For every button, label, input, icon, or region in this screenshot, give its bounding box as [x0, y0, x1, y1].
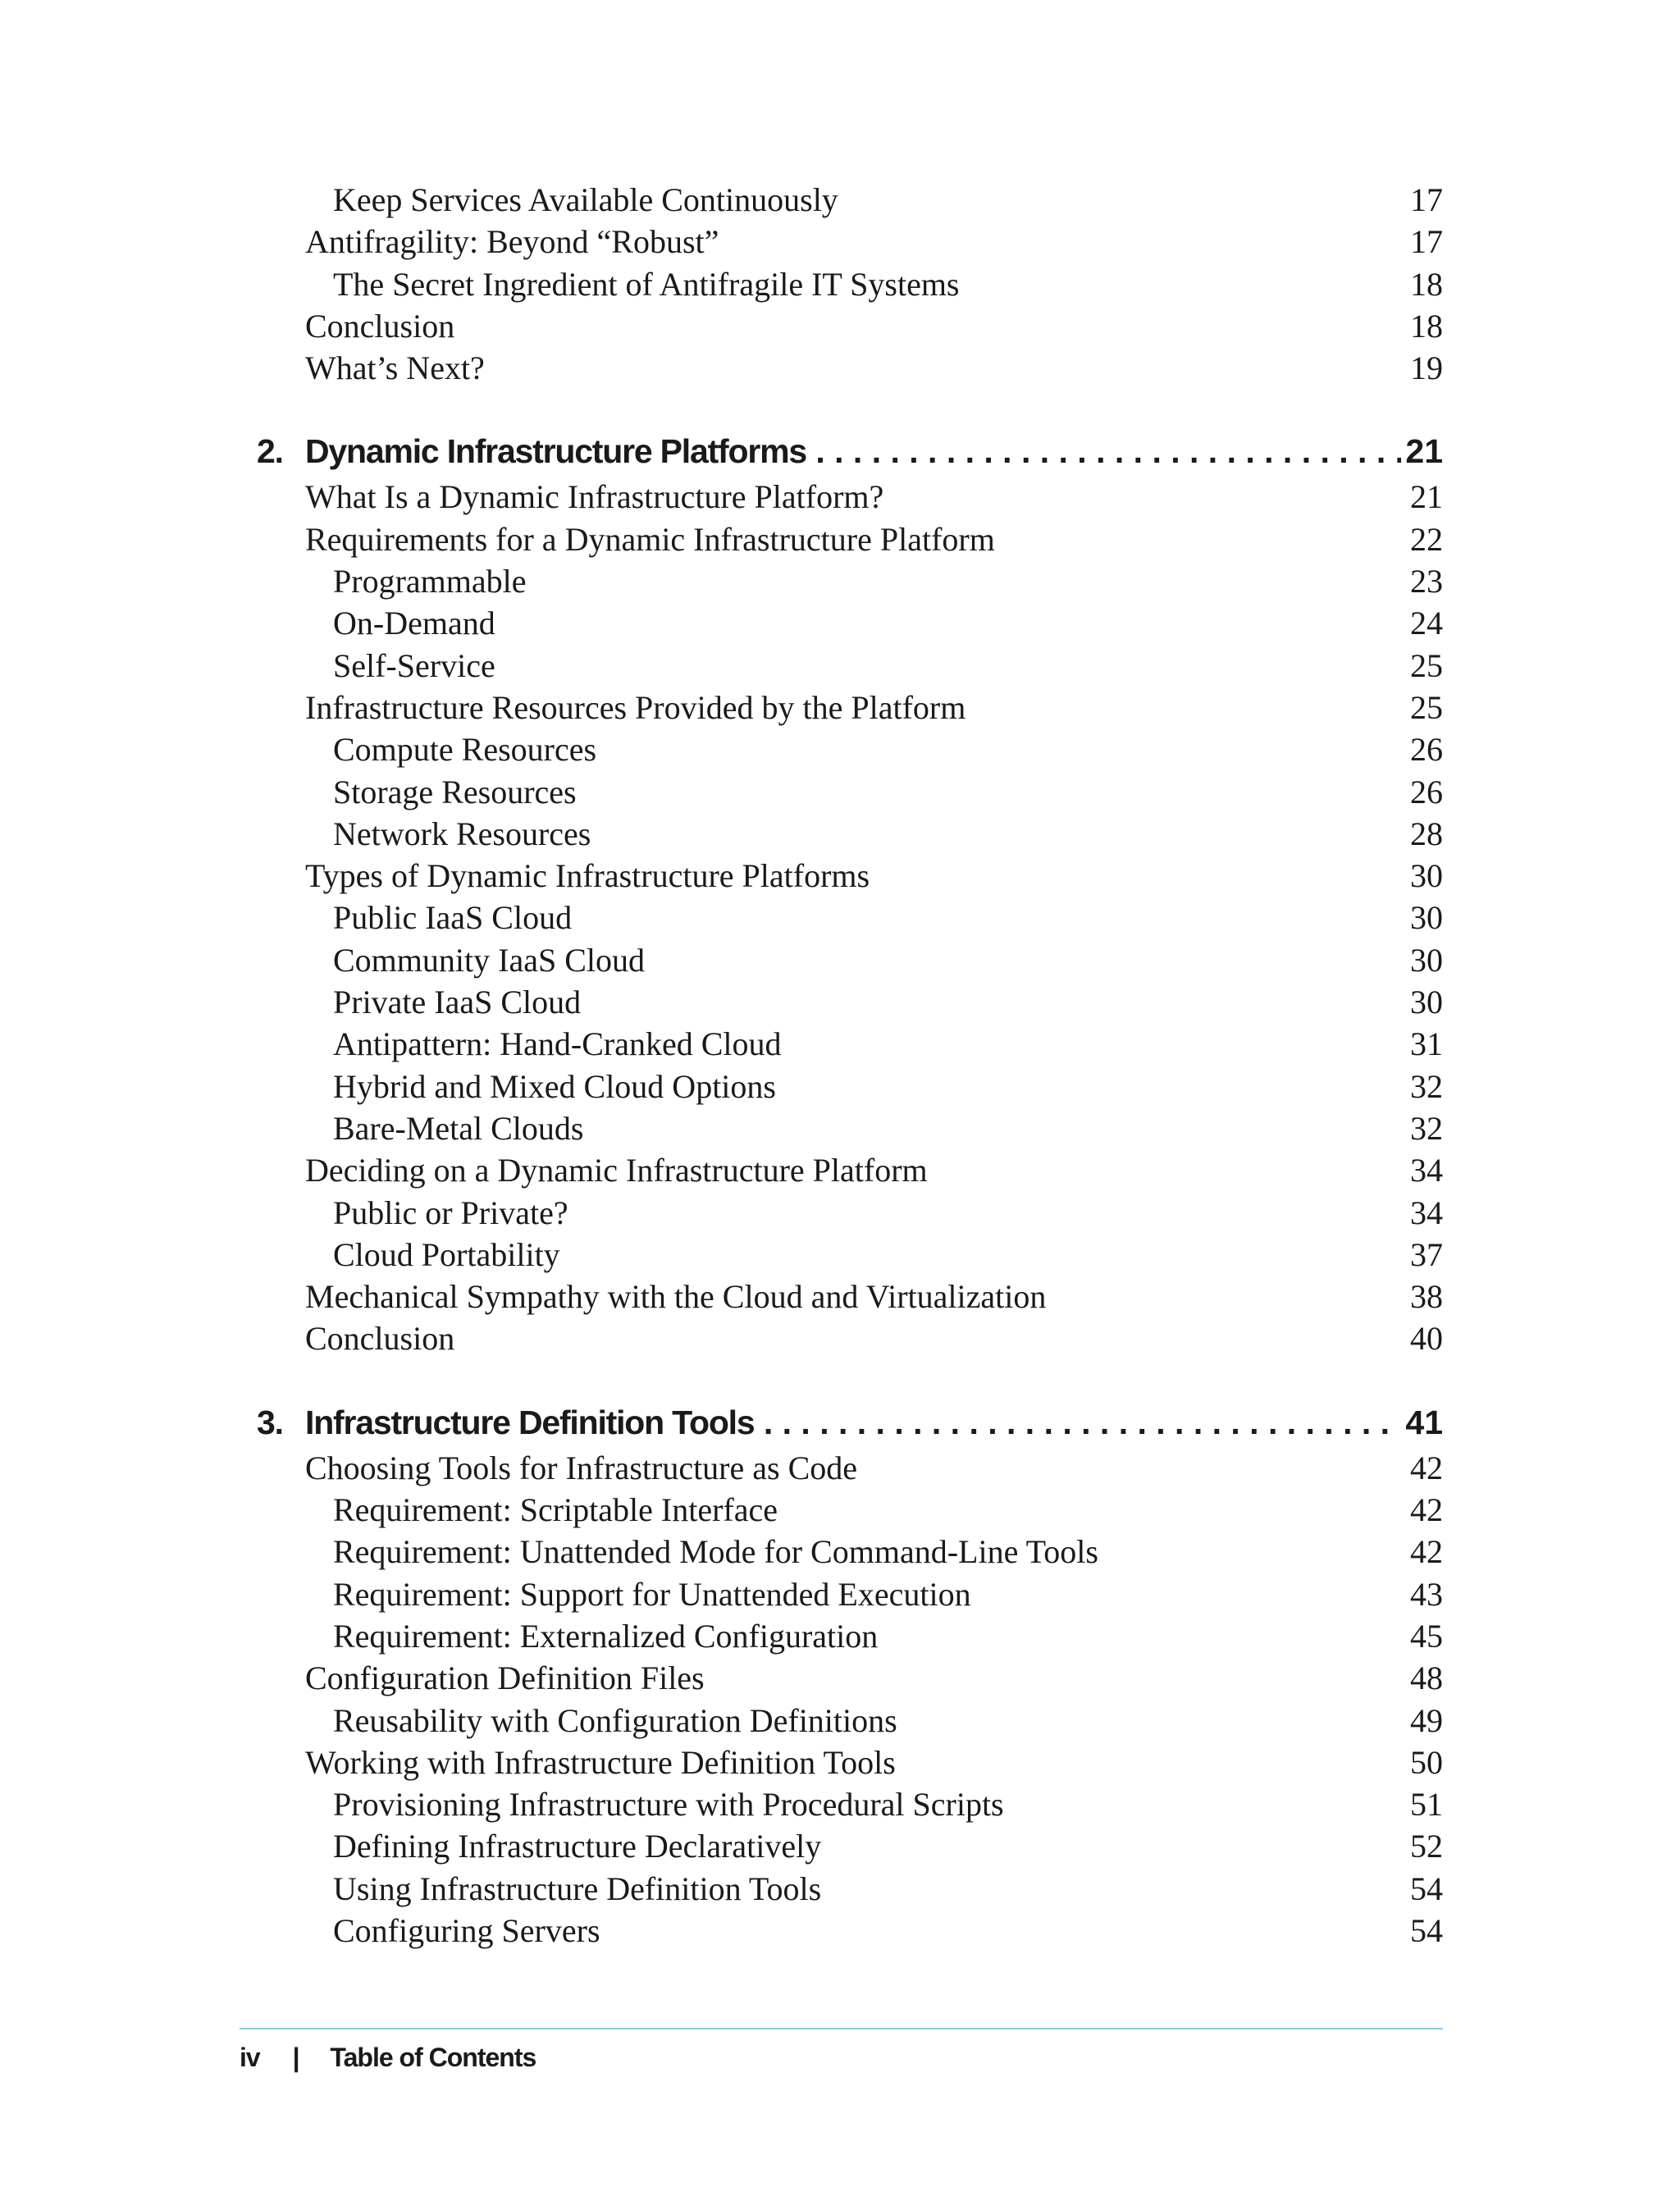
toc-entry-title: Configuration Definition Files: [305, 1659, 705, 1697]
toc-entry[interactable]: [0, 1276, 1680, 1317]
toc-entry[interactable]: [0, 1910, 1680, 1952]
toc-entry[interactable]: [0, 1447, 1680, 1489]
toc-page-number: 34: [1410, 1194, 1443, 1231]
footer-separator: |: [292, 2043, 299, 2072]
toc-page-number: 42: [1410, 1533, 1443, 1571]
toc-entry[interactable]: [0, 263, 1680, 305]
toc-page-number: 38: [1410, 1278, 1443, 1316]
toc-entry-title: Bare-Metal Clouds: [333, 1109, 584, 1147]
toc-entry-title: Network Resources: [333, 815, 591, 852]
toc-entry[interactable]: [0, 1868, 1680, 1910]
chapter-number: 2.: [257, 432, 283, 471]
toc-entry[interactable]: [0, 687, 1680, 728]
toc-entry-title: Types of Dynamic Infrastructure Platforms: [305, 857, 870, 895]
toc-page-number: 40: [1410, 1320, 1443, 1358]
toc-entry-title: Working with Infrastructure Definition Tools: [305, 1743, 896, 1781]
toc-entry-title: Using Infrastructure Definition Tools: [333, 1869, 822, 1907]
toc-page-number: 52: [1410, 1828, 1443, 1865]
toc-entry-title: What’s Next?: [305, 349, 485, 387]
toc-entry-title: Reusability with Configuration Definitions: [333, 1701, 897, 1739]
toc-page-number: 48: [1410, 1659, 1443, 1697]
toc-chapter-entry[interactable]: [0, 427, 1680, 476]
toc-page-number: 18: [1410, 265, 1443, 303]
toc-entry-title: Hybrid and Mixed Cloud Options: [333, 1067, 776, 1105]
toc-page-number: 26: [1410, 773, 1443, 810]
table-of-contents: [0, 179, 1680, 1952]
toc-page-number: 31: [1410, 1025, 1443, 1063]
toc-entry[interactable]: [0, 897, 1680, 938]
toc-page-number: 30: [1410, 899, 1443, 937]
toc-page-number: 42: [1410, 1449, 1443, 1486]
toc-entry-title: Cloud Portability: [333, 1235, 560, 1273]
toc-entry[interactable]: [0, 855, 1680, 897]
toc-entry[interactable]: [0, 728, 1680, 770]
toc-entry[interactable]: [0, 1234, 1680, 1276]
toc-entry-title: Requirement: Support for Unattended Execution: [333, 1575, 971, 1613]
toc-entry-title: What Is a Dynamic Infrastructure Platform?: [305, 478, 884, 516]
toc-entry[interactable]: [0, 1317, 1680, 1359]
toc-entry-title: Deciding on a Dynamic Infrastructure Platform: [305, 1152, 928, 1189]
toc-entry-title: Provisioning Infrastructure with Procedural Scripts: [333, 1786, 1004, 1824]
toc-entry-title: Self-Service: [333, 646, 495, 684]
toc-entry-title: Requirement: Unattended Mode for Command-Line Tools: [333, 1533, 1098, 1571]
toc-entry-title: Community IaaS Cloud: [333, 941, 645, 979]
toc-entry[interactable]: [0, 305, 1680, 347]
toc-entry[interactable]: [0, 981, 1680, 1023]
toc-entry[interactable]: [0, 179, 1680, 221]
toc-entry[interactable]: [0, 813, 1680, 855]
toc-page-number: 54: [1410, 1869, 1443, 1907]
toc-page-number: 17: [1410, 181, 1443, 218]
toc-page-number: 50: [1410, 1743, 1443, 1781]
toc-entry[interactable]: [0, 771, 1680, 813]
toc-page-number: 37: [1410, 1235, 1443, 1273]
toc-entry[interactable]: [0, 518, 1680, 560]
toc-entry[interactable]: [0, 1700, 1680, 1742]
toc-entry-title: Compute Resources: [333, 731, 597, 769]
toc-entry-title: Public IaaS Cloud: [333, 899, 573, 937]
toc-entry-title: Conclusion: [305, 307, 455, 345]
toc-page-number: 54: [1410, 1911, 1443, 1949]
toc-entry-title: Configuring Servers: [333, 1911, 600, 1949]
toc-page-number: 43: [1410, 1575, 1443, 1613]
toc-entry[interactable]: [0, 476, 1680, 518]
toc-page-number: 21: [1405, 432, 1443, 471]
toc-entry[interactable]: [0, 1066, 1680, 1107]
toc-page-number: 42: [1410, 1491, 1443, 1529]
toc-entry-title: Programmable: [333, 563, 527, 600]
toc-page-number: 17: [1410, 223, 1443, 261]
toc-page-number: 22: [1410, 520, 1443, 558]
toc-page-number: 49: [1410, 1701, 1443, 1739]
toc-entry-title: Choosing Tools for Infrastructure as Code: [305, 1449, 858, 1486]
footer-rule: [240, 2028, 1443, 2029]
toc-entry-title: Conclusion: [305, 1320, 455, 1358]
toc-entry[interactable]: [0, 1615, 1680, 1657]
toc-entry-title: Public or Private?: [333, 1194, 568, 1231]
chapter-title: Infrastructure Definition Tools . . .: [305, 1398, 1401, 1447]
page-footer: [240, 2036, 536, 2079]
toc-entry[interactable]: [0, 1742, 1680, 1783]
toc-page-number: 32: [1410, 1067, 1443, 1105]
toc-page-number: 25: [1410, 646, 1443, 684]
toc-entry[interactable]: [0, 560, 1680, 602]
toc-page-number: 19: [1410, 349, 1443, 387]
toc-page-number: 41: [1405, 1403, 1443, 1441]
toc-entry[interactable]: [0, 1149, 1680, 1191]
toc-entry[interactable]: [0, 939, 1680, 981]
toc-page-number: 30: [1410, 941, 1443, 979]
toc-page-number: 25: [1410, 688, 1443, 726]
toc-entry-title: Defining Infrastructure Declaratively: [333, 1828, 822, 1865]
running-title: Table of Contents: [330, 2043, 536, 2072]
toc-page-number: 18: [1410, 307, 1443, 345]
toc-page-number: 23: [1410, 563, 1443, 600]
toc-entry-title: The Secret Ingredient of Antifragile IT Systems: [333, 265, 960, 303]
toc-page-number: 45: [1410, 1617, 1443, 1655]
toc-entry-title: Requirement: Scriptable Interface: [333, 1491, 778, 1529]
toc-entry-title: On-Demand: [333, 605, 495, 642]
toc-entry[interactable]: [0, 1489, 1680, 1531]
toc-entry[interactable]: [0, 1657, 1680, 1699]
toc-entry[interactable]: [0, 347, 1680, 389]
toc-entry[interactable]: [0, 221, 1680, 262]
toc-entry-title: Requirement: Externalized Configuration: [333, 1617, 879, 1655]
toc-entry[interactable]: [0, 1107, 1680, 1149]
toc-page-number: 34: [1410, 1152, 1443, 1189]
toc-entry-title: Storage Resources: [333, 773, 577, 810]
toc-page-number: 30: [1410, 857, 1443, 895]
toc-page-number: 28: [1410, 815, 1443, 852]
toc-entry-title: Antifragility: Beyond “Robust”: [305, 223, 719, 261]
toc-entry-title: Private IaaS Cloud: [333, 984, 582, 1021]
toc-entry[interactable]: [0, 1023, 1680, 1065]
page-folio: iv: [240, 2043, 260, 2072]
toc-entry[interactable]: [0, 602, 1680, 644]
toc-entry-title: Requirements for a Dynamic Infrastructure Platform: [305, 520, 995, 558]
toc-entry[interactable]: [0, 1192, 1680, 1234]
toc-entry-title: Infrastructure Resources Provided by the Platform: [305, 688, 966, 726]
toc-entry[interactable]: [0, 1825, 1680, 1867]
toc-page-number: 51: [1410, 1786, 1443, 1824]
toc-entry[interactable]: [0, 645, 1680, 687]
toc-entry[interactable]: [0, 1531, 1680, 1573]
toc-entry-title: Antipattern: Hand-Cranked Cloud: [333, 1025, 782, 1063]
toc-entry-title: Keep Services Available Continuously: [333, 181, 838, 218]
toc-page-number: 24: [1410, 605, 1443, 642]
toc-entry-title: Mechanical Sympathy with the Cloud and Virtualization: [305, 1278, 1047, 1316]
toc-page-number: 26: [1410, 731, 1443, 769]
toc-entry[interactable]: [0, 1783, 1680, 1825]
toc-page-number: 21: [1410, 478, 1443, 516]
toc-entry[interactable]: [0, 1573, 1680, 1615]
toc-page-number: 32: [1410, 1109, 1443, 1147]
toc-page-number: 30: [1410, 984, 1443, 1021]
chapter-number: 3.: [257, 1403, 283, 1441]
chapter-title: Dynamic Infrastructure Platforms . . .: [305, 427, 1401, 476]
toc-chapter-entry[interactable]: [0, 1398, 1680, 1447]
